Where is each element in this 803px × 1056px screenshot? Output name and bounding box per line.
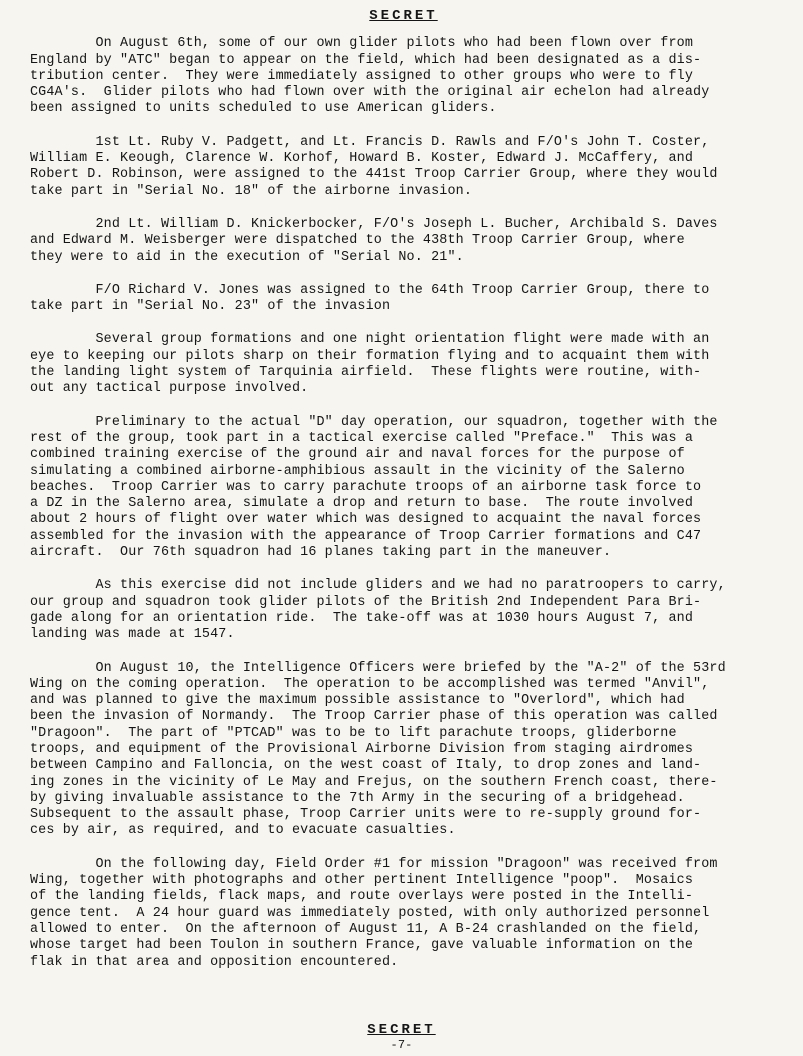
text-line: gade along for an orientation ride. The take-off was at 1030 hours August 7, and xyxy=(30,610,694,626)
text-line: Wing on the coming operation. The operation to be accomplished was termed "Anvil", xyxy=(30,676,710,692)
text-line: a DZ in the Salerno area, simulate a drop and return to base. The route involved xyxy=(30,496,694,512)
text-line: William E. Keough, Clarence W. Korhof, Howard B. Koster, Edward J. McCaffery, and xyxy=(30,151,694,167)
paragraph xyxy=(30,217,777,266)
text-line: out any tactical purpose involved. xyxy=(30,381,309,397)
text-line: landing was made at 1547. xyxy=(30,627,235,643)
text-line: between Campino and Falloncia, on the west coast of Italy, to drop zones and land- xyxy=(30,758,702,774)
text-line: and Edward M. Weisberger were dispatched to the 438th Troop Carrier Group, where xyxy=(30,233,685,249)
paragraph xyxy=(30,135,777,200)
text-line: been the invasion of Normandy. The Troop Carrier phase of this operation was called xyxy=(30,709,718,725)
paragraph xyxy=(30,332,777,397)
text-line: Robert D. Robinson, were assigned to the 441st Troop Carrier Group, where they would xyxy=(30,167,718,183)
text-line: they were to aid in the execution of "Serial No. 21". xyxy=(30,249,464,265)
text-line: "Dragoon". The part of "PTCAD" was to be to lift parachute troops, gliderborne xyxy=(30,725,677,741)
text-line: by giving invaluable assistance to the 7th Army in the securing of a bridgehead. xyxy=(30,790,685,806)
text-line: been assigned to units scheduled to use American gliders. xyxy=(30,101,497,117)
text-line: simulating a combined airborne-amphibious assault in the vicinity of the Salerno xyxy=(30,463,685,479)
paragraph xyxy=(30,661,777,840)
text-line: take part in "Serial No. 18" of the airborne invasion. xyxy=(30,183,473,199)
paragraph xyxy=(30,857,777,971)
text-line: F/O Richard V. Jones was assigned to the 64th Troop Carrier Group, there to xyxy=(30,282,710,298)
text-line: 2nd Lt. William D. Knickerbocker, F/O's Joseph L. Bucher, Archibald S. Daves xyxy=(30,216,718,232)
paragraph xyxy=(30,578,777,643)
text-line: As this exercise did not include gliders and we had no paratroopers to carry, xyxy=(30,578,726,594)
text-line: whose target had been Toulon in southern France, gave valuable information on the xyxy=(30,938,694,954)
text-line: assembled for the invasion with the appearance of Troop Carrier formations and C47 xyxy=(30,528,702,544)
document-body xyxy=(30,36,777,971)
text-line: beaches. Troop Carrier was to carry parachute troops of an airborne task force to xyxy=(30,479,702,495)
text-line: On August 6th, some of our own glider pilots who had been flown over from xyxy=(30,36,694,52)
text-line: of the landing fields, flack maps, and route overlays were posted in the Intelli- xyxy=(30,889,694,905)
text-line: combined training exercise of the ground air and naval forces for the purpose of xyxy=(30,447,685,463)
classification-header: SECRET xyxy=(369,8,438,24)
text-line: rest of the group, took part in a tactical exercise called "Preface." This was a xyxy=(30,430,694,446)
page-footer xyxy=(0,1022,803,1052)
text-line: ces by air, as required, and to evacuate casualties. xyxy=(30,823,456,839)
text-line: the landing light system of Tarquinia airfield. These flights were routine, with- xyxy=(30,365,702,381)
page-number: -7- xyxy=(390,1038,413,1053)
classification-footer: SECRET xyxy=(367,1022,436,1038)
text-line: eye to keeping our pilots sharp on their formation flying and to acquaint them with xyxy=(30,348,710,364)
text-line: tribution center. They were immediately assigned to other groups who were to fly xyxy=(30,68,694,84)
text-line: flak in that area and opposition encountered. xyxy=(30,954,399,970)
text-line: Subsequent to the assault phase, Troop Carrier units were to re-supply ground for- xyxy=(30,807,702,823)
text-line: Preliminary to the actual "D" day operation, our squadron, together with the xyxy=(30,414,718,430)
text-line: about 2 hours of flight over water which was designed to acquaint the naval forces xyxy=(30,512,702,528)
text-line: gence tent. A 24 hour guard was immediately posted, with only authorized personnel xyxy=(30,905,710,921)
text-line: On August 10, the Intelligence Officers were briefed by the "A-2" of the 53rd xyxy=(30,660,726,676)
text-line: allowed to enter. On the afternoon of August 11, A B-24 crashlanded on the field, xyxy=(30,921,702,937)
paragraph xyxy=(30,283,777,316)
text-line: England by "ATC" began to appear on the field, which had been designated as a dis- xyxy=(30,52,702,68)
text-line: troops, and equipment of the Provisional Airborne Division from staging airdromes xyxy=(30,741,694,757)
text-line: our group and squadron took glider pilots of the British 2nd Independent Para Bri- xyxy=(30,594,702,610)
text-line: On the following day, Field Order #1 for mission "Dragoon" was received from xyxy=(30,856,718,872)
paragraph xyxy=(30,415,777,562)
text-line: aircraft. Our 76th squadron had 16 planes taking part in the maneuver. xyxy=(30,545,612,561)
text-line: 1st Lt. Ruby V. Padgett, and Lt. Francis D. Rawls and F/O's John T. Coster, xyxy=(30,134,710,150)
text-line: CG4A's. Glider pilots who had flown over with the original air echelon had already xyxy=(30,85,710,101)
text-line: ing zones in the vicinity of Le May and Frejus, on the southern French coast, there- xyxy=(30,774,718,790)
paragraph xyxy=(30,36,777,117)
text-line: Wing, together with photographs and other pertinent Intelligence "poop". Mosaics xyxy=(30,873,694,889)
text-line: and was planned to give the maximum possible assistance to "Overlord", which had xyxy=(30,693,685,709)
text-line: take part in "Serial No. 23" of the invasion xyxy=(30,299,391,315)
text-line: Several group formations and one night orientation flight were made with an xyxy=(30,332,710,348)
